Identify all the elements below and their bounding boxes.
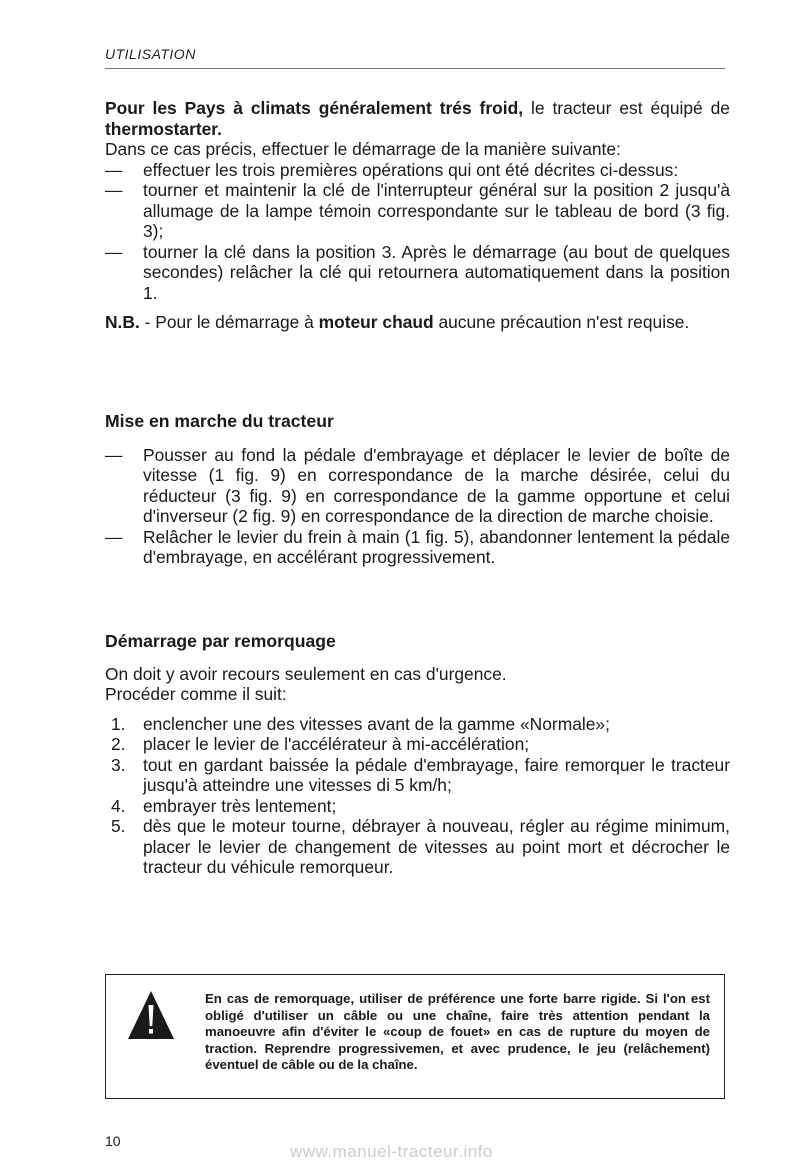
- list-item: 2. placer le levier de l'accélérateur à mi-accélération;: [111, 734, 530, 754]
- section-header: UTILISATION: [105, 46, 725, 69]
- warning-box: [105, 974, 725, 1099]
- list-item: 3. tout en gardant baissée la pédale d'embrayage, faire remorquer le tracteur jusqu'à atteindre une vitesses di 5 km/h;: [111, 754, 730, 795]
- page-number: 10: [105, 1133, 121, 1149]
- thermostarter-term: thermostarter.: [105, 118, 222, 139]
- list-item: 5. dès que le moteur tourne, débrayer à nouveau, régler au régime minimum, placer le levier de changement de vitesses au point mort et décrocher le tracteur du véhicule remorqueur.: [111, 816, 730, 877]
- nb-bold: moteur chaud: [318, 312, 434, 332]
- list-item: — Pousser au fond la pédale d'embrayage et déplacer le levier de boîte de vitesse (1 fig. 9) en correspondance de la marche désirée, celui du réducteur (3 fig. 9) en correspondance de la gamme opportune et celui d'inverseur (2 fig. 9) en correspondance de la direction de marche choisie.: [105, 444, 730, 526]
- remorquage-intro2: Procéder comme il suit:: [105, 684, 287, 704]
- list-item: — Relâcher le levier du frein à main (1 fig. 5), abandonner lentement la pédale d'embrayage, en accélérant progressivement.: [105, 526, 730, 567]
- nb-label: N.B.: [105, 312, 140, 332]
- mise-en-marche-heading: Mise en marche du tracteur: [105, 410, 334, 431]
- cold-climate-title: Pour les Pays à climats généralement trés froid,: [105, 98, 524, 118]
- warning-text: En cas de remorquage, utiliser de préférence une forte barre rigide. Si l'on est obligé d'utiliser un câble ou une chaîne, faire très attention pendant la manoeuvre afin d'éviter le «coup de fouet» en cas de rupture du moyen de traction. Reprendre progressivemen, et avec prudence, le jeu (relâchement) éventuel de câble ou de la chaîne.: [205, 991, 710, 1073]
- list-item: — tourner et maintenir la clé de l'interrupteur général sur la position 2 jusqu'à allumage de la lampe témoin correspondante sur le tableau de bord (3 fig. 3);: [105, 180, 730, 241]
- cold-climate-steps: [105, 160, 730, 304]
- remorquage-heading: Démarrage par remorquage: [105, 630, 336, 651]
- list-item: — tourner la clé dans la position 3. Après le démarrage (au bout de quelques secondes) relâcher la clé qui retournera automatiquement dans la position 1.: [105, 241, 730, 303]
- watermark: www.manuel-tracteur.info: [290, 1142, 493, 1161]
- list-item: — effectuer les trois premières opérations qui ont été décrites ci-dessus:: [105, 159, 679, 180]
- cold-climate-line2: Dans ce cas précis, effectuer le démarrage de la manière suivante:: [105, 139, 621, 159]
- remorquage-steps: [105, 714, 730, 878]
- list-item: 1. enclencher une des vitesses avant de la gamme «Normale»;: [111, 713, 610, 734]
- mise-en-marche-steps: [105, 445, 730, 568]
- page-content: [105, 98, 730, 878]
- nb-note: N.B. - Pour le démarrage à moteur chaud aucune précaution n'est requise.: [105, 312, 690, 332]
- warning-triangle-icon: [126, 989, 176, 1041]
- list-item: 4. embrayer très lentement;: [111, 795, 337, 816]
- remorquage-intro1: On doit y avoir recours seulement en cas d'urgence.: [105, 663, 507, 684]
- cold-climate-intro: Pour les Pays à climats généralement trés froid, le tracteur est équipé de thermostarter.: [105, 98, 730, 139]
